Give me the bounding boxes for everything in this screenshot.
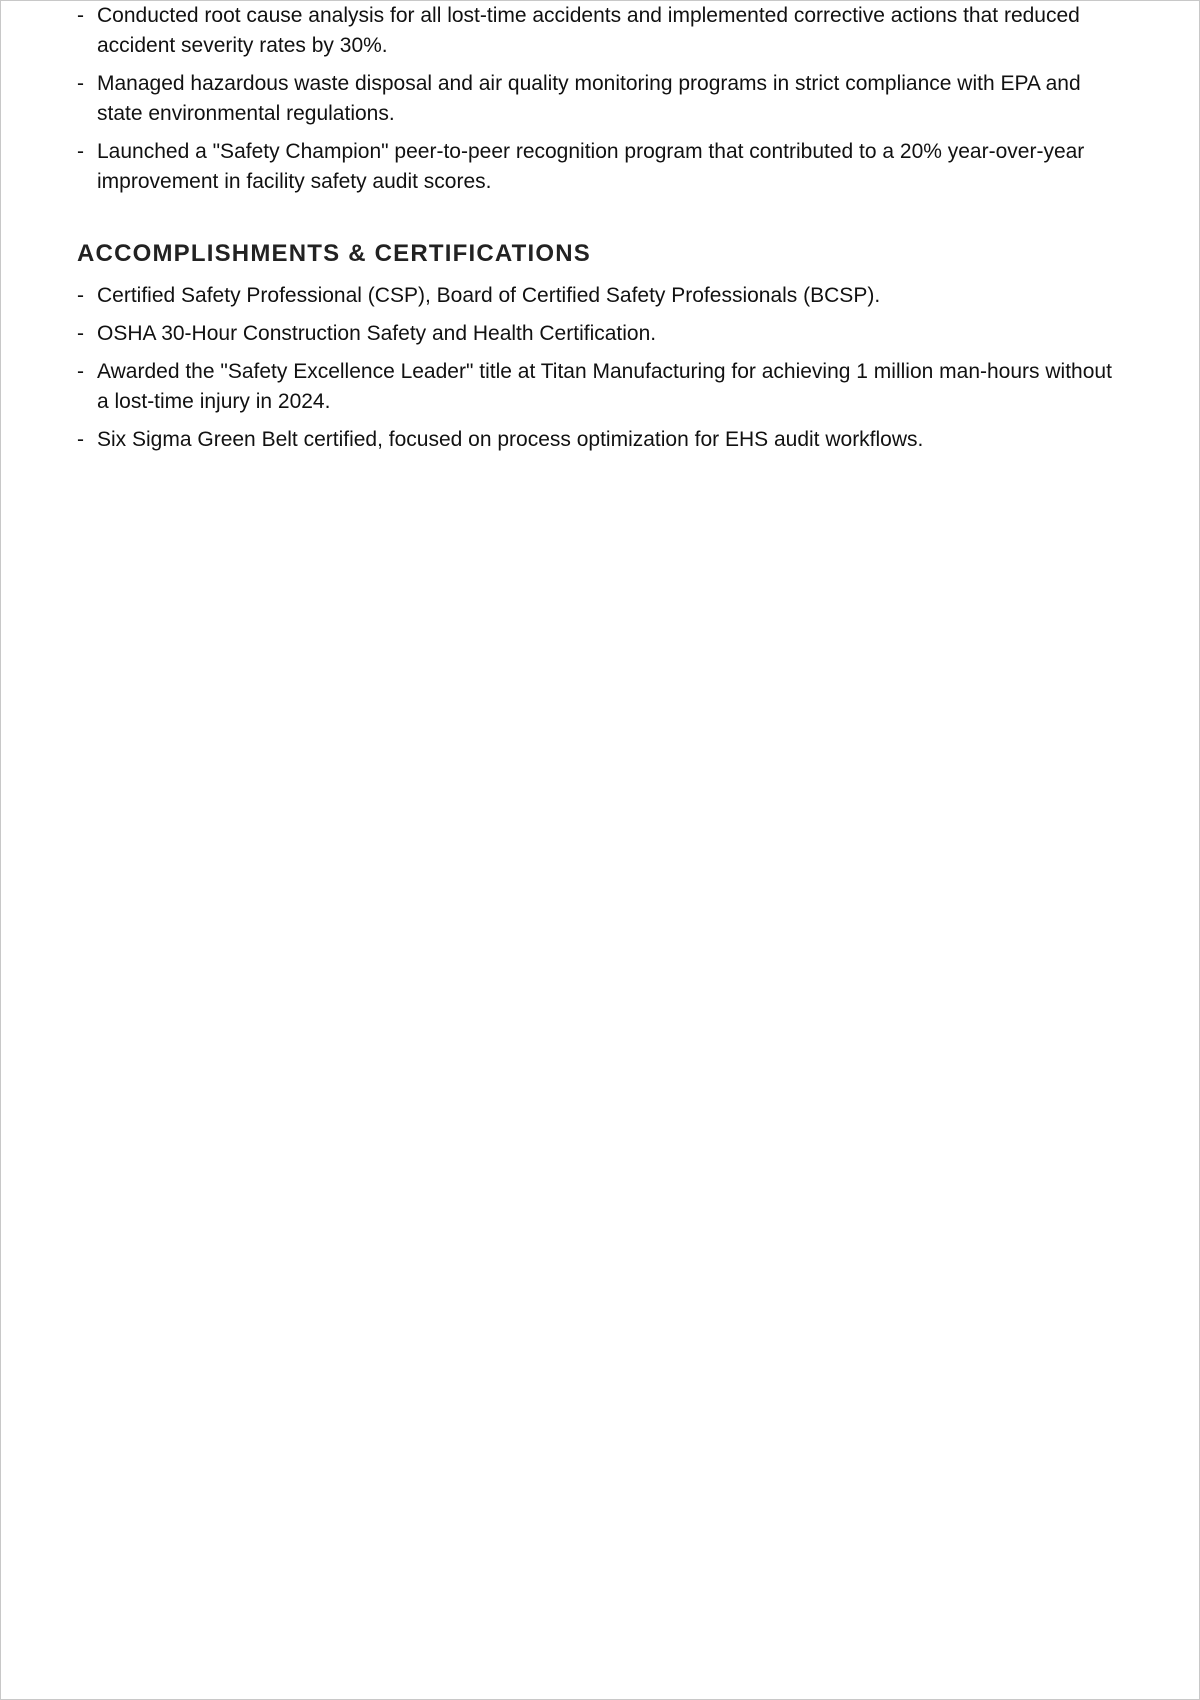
resume-content [77, 1, 1117, 463]
bullet-dash: - [77, 140, 84, 163]
bullet-dash: - [77, 428, 84, 451]
accomplishments-heading: ACCOMPLISHMENTS & CERTIFICATIONS [77, 240, 591, 267]
experience-bullet [77, 1, 1117, 61]
accomplishment-bullet-text: Six Sigma Green Belt certified, focused on process optimization for EHS audit workflows. [97, 428, 924, 451]
bullet-dash: - [77, 284, 84, 307]
accomplishment-bullet [77, 357, 1117, 417]
experience-bullet-list [77, 1, 1117, 197]
experience-bullet [77, 137, 1117, 197]
experience-bullet-text: Conducted root cause analysis for all lost-time accidents and implemented corrective actions that reduced accident severity rates by 30%. [97, 4, 1080, 57]
bullet-dash: - [77, 322, 84, 345]
experience-bullet [77, 69, 1117, 129]
accomplishments-bullet-list [77, 281, 1117, 455]
bullet-dash: - [77, 4, 84, 27]
accomplishment-bullet [77, 425, 1117, 455]
experience-bullet-text: Managed hazardous waste disposal and air quality monitoring programs in strict compliance with EPA and state environmental regulations. [97, 72, 1081, 125]
accomplishment-bullet [77, 281, 1117, 311]
accomplishment-bullet-text: Awarded the "Safety Excellence Leader" title at Titan Manufacturing for achieving 1 million man-hours without a lost-time injury in 2024. [97, 360, 1112, 413]
accomplishment-bullet-text: OSHA 30-Hour Construction Safety and Health Certification. [97, 322, 657, 345]
experience-bullet-text: Launched a "Safety Champion" peer-to-peer recognition program that contributed to a 20% year-over-year improvement in facility safety audit scores. [97, 140, 1085, 193]
bullet-dash: - [77, 72, 84, 95]
bullet-dash: - [77, 360, 84, 383]
accomplishment-bullet-text: Certified Safety Professional (CSP), Board of Certified Safety Professionals (BCSP). [97, 284, 881, 307]
accomplishment-bullet [77, 319, 1117, 349]
